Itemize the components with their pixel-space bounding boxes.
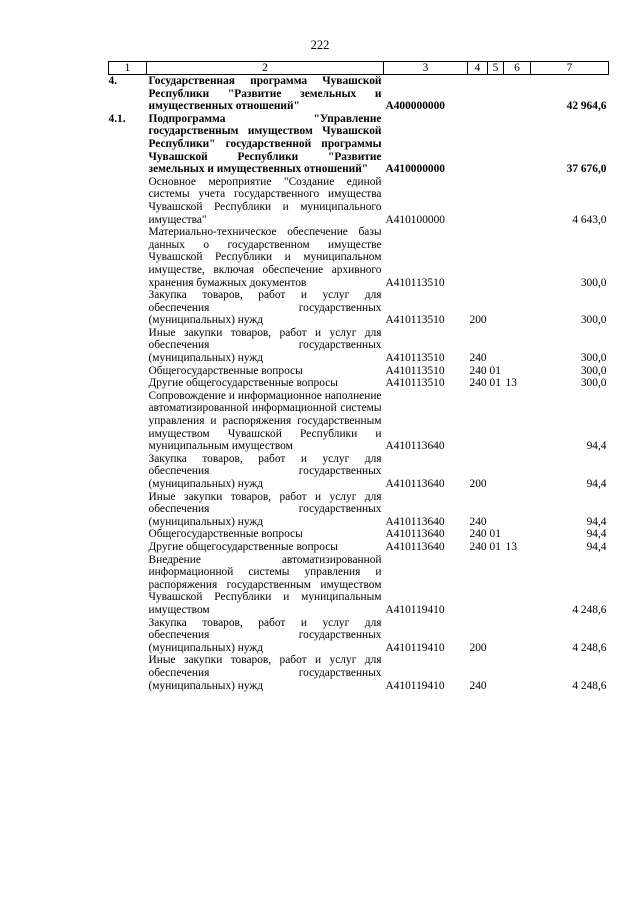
row-target-code: A410113640 (385, 440, 445, 453)
row-expense-type (468, 75, 488, 113)
row-expense-type (468, 113, 488, 176)
row-target-code: A400000000 (385, 100, 445, 113)
table-row (109, 554, 609, 617)
row-expense-type: 200 (469, 478, 487, 490)
row-target-code: A410113510 (385, 314, 445, 327)
table-row (109, 453, 609, 491)
row-target-code: A410113510 (385, 364, 445, 377)
row-name: Другие общегосударственные вопросы (148, 377, 338, 390)
row-amount: 94,4 (586, 528, 607, 541)
row-section (488, 289, 504, 327)
header-col-3: 3 (384, 62, 468, 75)
row-subsection (504, 554, 531, 617)
row-name: Иные закупки товаров, работ и услуг для обеспечения государственных (муниципальных) нужд (148, 490, 382, 528)
table-row (109, 289, 609, 327)
row-target-code: A410119410 (385, 603, 445, 616)
row-amount: 300,0 (580, 364, 607, 377)
row-name: Государственная программа Чувашской Республики "Развитие земельных и имущественных отношений" (148, 75, 382, 113)
table-row (109, 365, 609, 378)
row-section: 01 (489, 540, 501, 553)
table-row (109, 176, 609, 226)
row-subsection (504, 453, 531, 491)
row-target-code: A410000000 (385, 163, 445, 176)
row-expense-type: 240 (469, 377, 487, 390)
row-name: Сопровождение и информационное наполнение автоматизированной информационной системы управления и распоряжения государственным имуществом Чувашской Республики и муниципальным имуществом (148, 389, 382, 453)
row-amount: 300,0 (580, 377, 607, 390)
row-section (488, 226, 504, 289)
row-expense-type: 200 (469, 641, 487, 654)
row-section (488, 491, 504, 529)
row-expense-type: 240 (469, 364, 487, 377)
row-name: Общегосударственные вопросы (148, 528, 303, 541)
row-expense-type: 240 (469, 352, 487, 365)
table-row (109, 390, 609, 453)
header-col-2: 2 (147, 62, 384, 75)
row-number (109, 390, 147, 453)
row-name: Подпрограмма "Управление государственным имуществом Чувашской Республики" государственной программы Чувашской Республики "Развитие земельных и имущественных отношений" (148, 112, 382, 176)
row-name: Закупка товаров, работ и услуг для обеспечения государственных (муниципальных) нужд (148, 289, 382, 327)
row-section (488, 617, 504, 655)
header-col-4: 4 (468, 62, 488, 75)
row-target-code: A410113640 (385, 478, 445, 490)
row-section (488, 453, 504, 491)
row-target-code: A410113640 (385, 515, 445, 528)
header-col-7: 7 (531, 62, 609, 75)
row-name: Внедрение автоматизированной информационной системы управления и распоряжения государственным имуществом Чувашской Республики и муниципальным имуществом (148, 553, 382, 616)
header-col-5: 5 (488, 62, 504, 75)
table-row (109, 617, 609, 655)
row-target-code: A410113510 (385, 352, 445, 365)
row-name: Закупка товаров, работ и услуг для обеспечения государственных (муниципальных) нужд (148, 452, 382, 490)
row-amount: 94,4 (586, 478, 607, 490)
row-target-code: A410113510 (385, 377, 445, 390)
row-subsection (504, 75, 531, 113)
table-row (109, 528, 609, 541)
row-name: Иные закупки товаров, работ и услуг для обеспечения государственных (муниципальных) нужд (148, 654, 382, 692)
row-subsection (504, 491, 531, 529)
row-target-code: A410113640 (385, 528, 445, 541)
row-expense-type: 240 (469, 679, 487, 692)
row-number (109, 365, 147, 378)
row-section (488, 390, 504, 453)
row-expense-type: 240 (469, 528, 487, 541)
row-amount: 42 964,6 (566, 100, 607, 113)
header-row (109, 62, 609, 75)
row-target-code: A410100000 (385, 213, 445, 226)
header-col-6: 6 (504, 62, 531, 75)
row-number (109, 226, 147, 289)
row-number (109, 617, 147, 655)
row-number (109, 528, 147, 541)
row-amount: 4 248,6 (572, 603, 607, 616)
row-subsection: 13 (505, 377, 517, 390)
table-row (109, 491, 609, 529)
row-amount: 94,4 (586, 515, 607, 528)
row-amount: 94,4 (586, 440, 607, 453)
row-number (109, 377, 147, 390)
table-header (109, 62, 609, 75)
row-subsection (504, 390, 531, 453)
row-target-code: A410119410 (385, 641, 445, 654)
row-number (109, 554, 147, 617)
row-number: 4. (108, 75, 118, 87)
row-section: 01 (489, 377, 501, 390)
row-number (109, 327, 147, 365)
row-amount: 4 248,6 (572, 679, 607, 692)
row-section (488, 654, 504, 692)
row-subsection (504, 176, 531, 226)
row-number: 4.1. (108, 112, 126, 125)
row-number (109, 654, 147, 692)
table-row (109, 377, 609, 390)
row-expense-type: 240 (469, 515, 487, 528)
table-row (109, 541, 609, 554)
table-row (109, 113, 609, 176)
row-expense-type (468, 390, 488, 453)
row-expense-type (468, 554, 488, 617)
row-amount: 300,0 (580, 314, 607, 327)
row-amount: 300,0 (580, 352, 607, 365)
row-number (109, 289, 147, 327)
row-section (488, 554, 504, 617)
row-number (109, 491, 147, 529)
row-name: Материально-техническое обеспечение базы данных о государственном имуществе Чувашской Республики и муниципальном имуществе, включая обеспечение архивного хранения бумажных документов (148, 226, 382, 289)
row-name: Основное мероприятие "Создание единой системы учета государственного имущества Чувашской Республики и муниципального имущества" (148, 175, 382, 226)
row-amount: 4 643,0 (572, 213, 607, 226)
row-section (488, 327, 504, 365)
row-amount: 37 676,0 (566, 163, 607, 176)
row-section: 01 (489, 528, 501, 541)
row-amount: 300,0 (580, 276, 607, 289)
row-amount: 4 248,6 (572, 641, 607, 654)
row-name: Общегосударственные вопросы (148, 364, 303, 377)
row-section (488, 75, 504, 113)
row-number (109, 453, 147, 491)
page-number: 222 (310, 38, 330, 52)
row-expense-type (468, 226, 488, 289)
row-section: 01 (489, 364, 501, 377)
row-target-code: A410113510 (385, 276, 445, 289)
row-name: Иные закупки товаров, работ и услуг для обеспечения государственных (муниципальных) нужд (148, 326, 382, 365)
table-row (109, 226, 609, 289)
row-name: Закупка товаров, работ и услуг для обеспечения государственных (муниципальных) нужд (148, 616, 382, 654)
row-target-code: A410113640 (385, 540, 445, 553)
row-subsection (504, 528, 531, 541)
row-subsection (504, 365, 531, 378)
row-expense-type (468, 176, 488, 226)
row-section (488, 176, 504, 226)
row-section (488, 113, 504, 176)
row-subsection (504, 226, 531, 289)
row-subsection (504, 617, 531, 655)
table-row (109, 75, 609, 113)
row-subsection (504, 654, 531, 692)
row-target-code: A410119410 (385, 679, 445, 692)
row-subsection (504, 289, 531, 327)
table-row (109, 654, 609, 692)
row-subsection (504, 113, 531, 176)
table-body (109, 75, 609, 693)
row-name: Другие общегосударственные вопросы (148, 540, 338, 553)
row-amount: 94,4 (586, 540, 607, 553)
row-number (109, 176, 147, 226)
table-row (109, 327, 609, 365)
budget-table (108, 61, 609, 692)
header-col-1: 1 (109, 62, 147, 75)
row-number (109, 541, 147, 554)
row-expense-type: 200 (469, 314, 487, 327)
row-subsection: 13 (505, 540, 517, 553)
row-expense-type: 240 (469, 540, 487, 553)
row-subsection (504, 327, 531, 365)
